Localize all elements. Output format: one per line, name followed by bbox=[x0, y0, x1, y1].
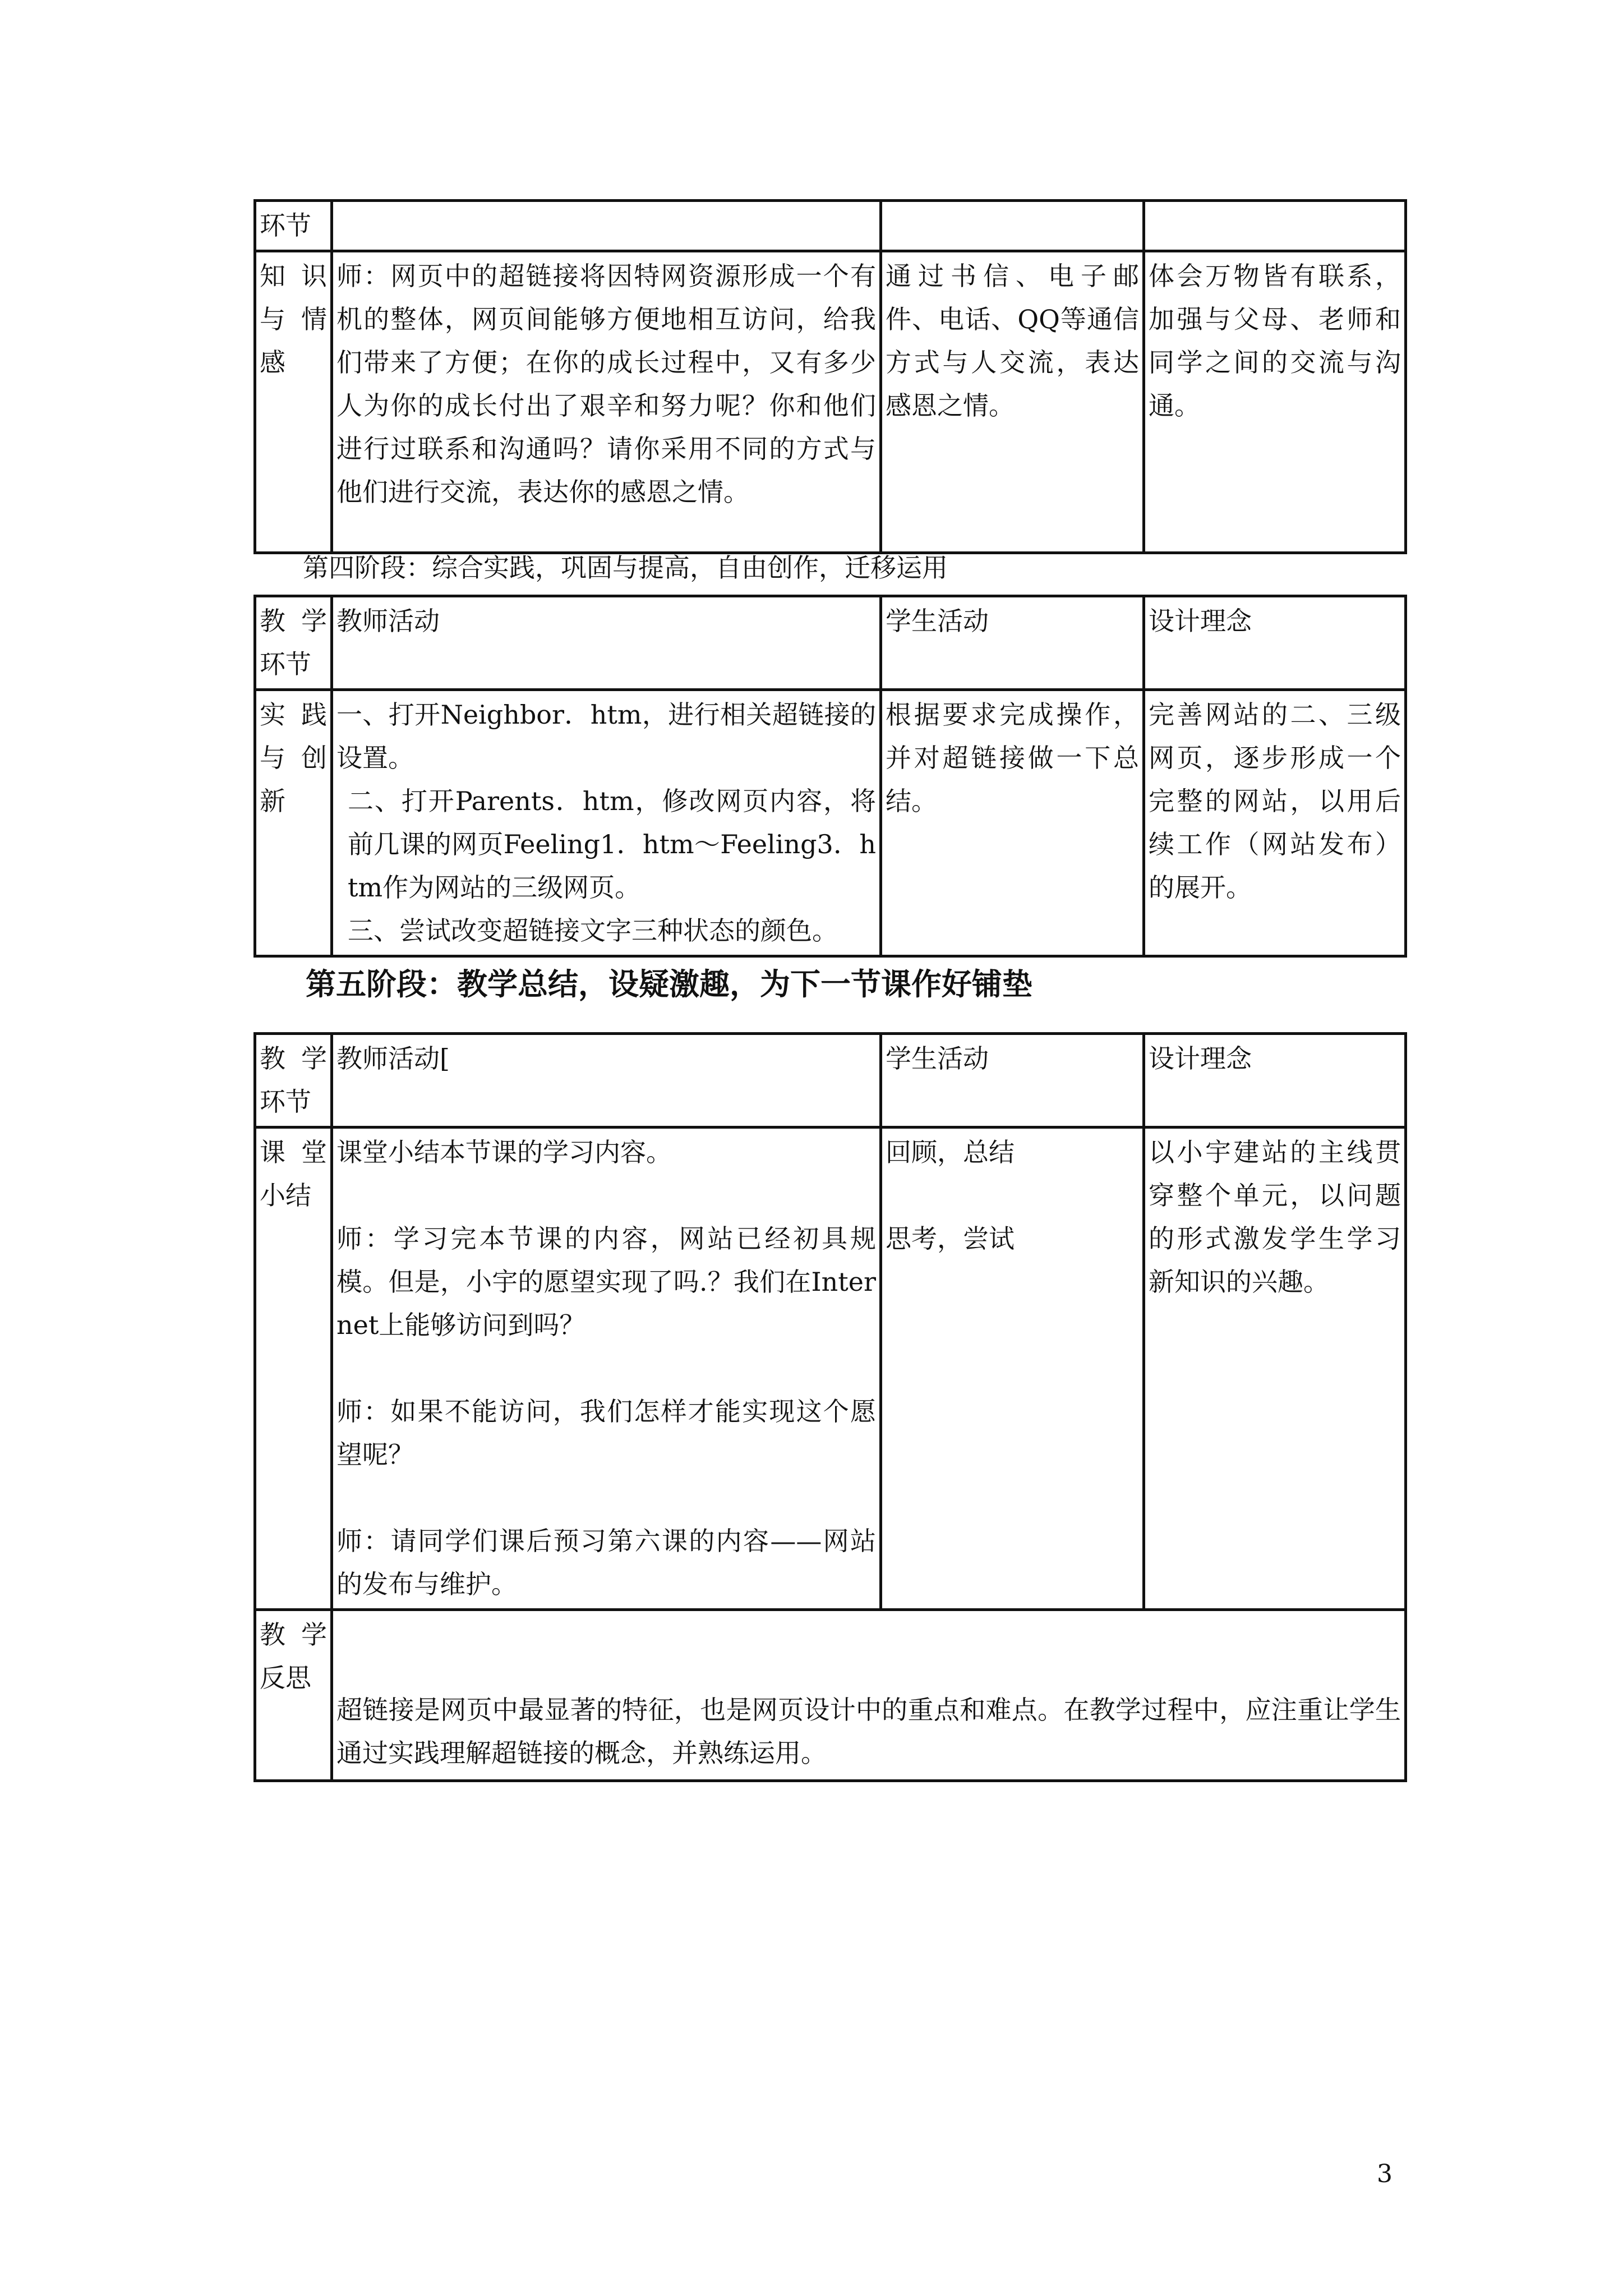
table-row bbox=[255, 1128, 1406, 1610]
table-knowledge-emotion bbox=[253, 199, 1407, 554]
section-cell: 课 堂小结 bbox=[255, 1128, 332, 1610]
header-cell-student bbox=[881, 201, 1144, 251]
table-row bbox=[255, 251, 1406, 553]
table-header-row bbox=[255, 596, 1406, 690]
student-activity-cell bbox=[881, 1128, 1144, 1610]
table-practice bbox=[253, 595, 1407, 958]
header-cell-teacher bbox=[332, 201, 881, 251]
student-summary-1: 回顾，总结 bbox=[886, 1137, 1015, 1167]
stage4-heading: 第四阶段：综合实践，巩固与提高，自由创作，迁移运用 bbox=[303, 553, 948, 583]
student-activity-cell: 通过书信、电子邮件、电话、QQ等通信方式与人交流，表达感恩之情。 bbox=[881, 251, 1144, 553]
teacher-step-2: 二、打开Parents．htm，修改网页内容，将前几课的网页Feeling1．htm～Feeling3．htm作为网站的三级网页。 bbox=[348, 786, 876, 903]
design-concept-cell: 完善网站的二、三级网页，逐步形成一个完整的网站，以用后续工作（网站发布）的展开。 bbox=[1144, 690, 1406, 956]
page-number: 3 bbox=[1377, 2160, 1393, 2188]
table-header-row bbox=[255, 201, 1406, 251]
spacer bbox=[886, 1174, 1139, 1217]
table-row bbox=[255, 690, 1406, 956]
table-header-row bbox=[255, 1034, 1406, 1128]
header-cell-section: 环节 bbox=[255, 201, 332, 251]
stage5-heading: 第五阶段：教学总结，设疑激趣，为下一节课作好铺垫 bbox=[306, 967, 1032, 1002]
header-cell-student: 学生活动 bbox=[881, 596, 1144, 690]
teacher-summary-4: 师：请同学们课后预习第六课的内容——网站的发布与维护。 bbox=[336, 1526, 876, 1599]
teacher-activity-cell: 师：网页中的超链接将因特网资源形成一个有机的整体，网页间能够方便地相互访问，给我们带来了方便；在你的成长过程中，又有多少人为你的成长付出了艰辛和努力呢？你和他们进行过联系和沟通吗？请你采用不同的方式与他们进行交流，表达你的感恩之情。 bbox=[332, 251, 881, 553]
reflection-row bbox=[255, 1610, 1406, 1781]
header-cell-teacher: 教师活动[ bbox=[332, 1034, 881, 1128]
teacher-activity-cell bbox=[332, 690, 881, 956]
header-cell-section: 教学环节 bbox=[255, 596, 332, 690]
reflection-text-cell: 超链接是网页中最显著的特征，也是网页设计中的重点和难点。在教学过程中，应注重让学生通过实践理解超链接的概念，并熟练运用。 bbox=[332, 1610, 1406, 1781]
design-concept-cell: 体会万物皆有联系，加强与父母、老师和同学之间的交流与沟通。 bbox=[1144, 251, 1406, 553]
teacher-step-1: 一、打开Neighbor．htm，进行相关超链接的设置。 bbox=[336, 700, 876, 773]
spacer bbox=[336, 1476, 876, 1520]
section-cell: 知 识与 情感 bbox=[255, 251, 332, 553]
header-cell-teacher: 教师活动 bbox=[332, 596, 881, 690]
section-cell: 实践与创新 bbox=[255, 690, 332, 956]
header-cell-section: 教学环节 bbox=[255, 1034, 332, 1128]
teacher-activity-cell bbox=[332, 1128, 881, 1610]
teacher-summary-2: 师：学习完本节课的内容，网站已经初具规模。但是，小宇的愿望实现了吗.？我们在Internet上能够访问到吗？ bbox=[336, 1223, 876, 1340]
spacer bbox=[336, 1174, 876, 1217]
teacher-step-3: 三、尝试改变超链接文字三种状态的颜色。 bbox=[348, 915, 838, 946]
header-cell-concept: 设计理念 bbox=[1144, 1034, 1406, 1128]
header-cell-student: 学生活动 bbox=[881, 1034, 1144, 1128]
header-cell-concept bbox=[1144, 201, 1406, 251]
teacher-summary-3: 师：如果不能访问，我们怎样才能实现这个愿望呢？ bbox=[336, 1396, 876, 1470]
teacher-summary-1: 课堂小结本节课的学习内容。 bbox=[336, 1137, 672, 1167]
header-cell-concept: 设计理念 bbox=[1144, 596, 1406, 690]
spacer bbox=[336, 1347, 876, 1390]
design-concept-cell: 以小宇建站的主线贯穿整个单元，以问题的形式激发学生学习新知识的兴趣。 bbox=[1144, 1128, 1406, 1610]
student-activity-cell: 根据要求完成操作，并对超链接做一下总结。 bbox=[881, 690, 1144, 956]
table-summary bbox=[253, 1032, 1407, 1782]
student-summary-2: 思考，尝试 bbox=[886, 1223, 1015, 1254]
reflection-label-cell: 教 学反思 bbox=[255, 1610, 332, 1781]
